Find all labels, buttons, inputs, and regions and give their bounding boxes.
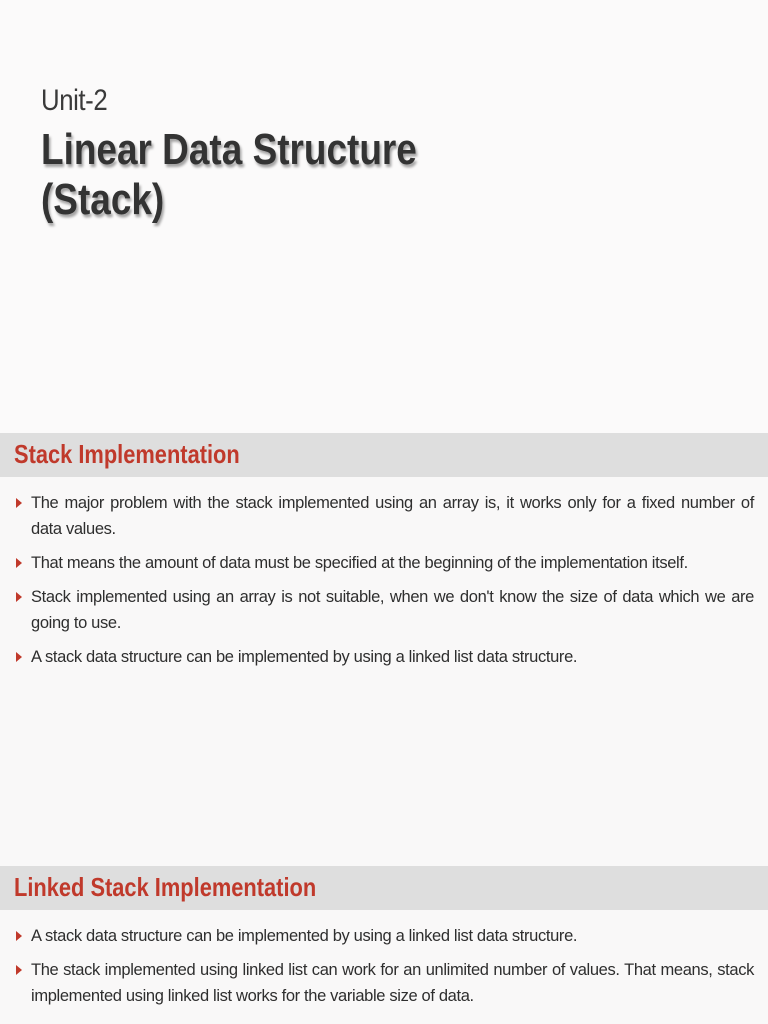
- bullet-arrow-icon: [16, 965, 22, 975]
- list-item: [14, 490, 754, 542]
- list-item: [14, 957, 754, 1009]
- list-item-text: A stack data structure can be implemented by using a linked list data structure.: [31, 927, 578, 945]
- list-item: [14, 584, 754, 636]
- list-item: [14, 644, 754, 670]
- list-item-text: That means the amount of data must be specified at the beginning of the implementation itself.: [31, 554, 688, 572]
- list-item-text: A stack data structure can be implemented by using a linked list data structure.: [31, 648, 578, 666]
- section-heading: Linked Stack Implementation: [14, 872, 317, 902]
- bullet-list-stack-implementation: [14, 490, 754, 678]
- list-item-text: The stack implemented using linked list can work for an unlimited number of values. That means, stack implemented using linked list works for the variable size of data.: [31, 961, 754, 1005]
- bullet-arrow-icon: [16, 558, 22, 568]
- bullet-arrow-icon: [16, 931, 22, 941]
- bullet-arrow-icon: [16, 498, 22, 508]
- list-item-text: Stack implemented using an array is not suitable, when we don't know the size of data which we are going to use.: [31, 588, 754, 632]
- bullet-arrow-icon: [16, 652, 22, 662]
- slide-title-line-1: Linear Data Structure: [41, 125, 417, 174]
- section-header-stack-implementation: [0, 433, 768, 477]
- list-item-text: The major problem with the stack implemented using an array is, it works only for a fixed number of data values.: [31, 494, 754, 538]
- list-item: [14, 923, 754, 949]
- section-heading: Stack Implementation: [14, 439, 240, 469]
- unit-label: Unit-2: [41, 84, 108, 117]
- list-item: [14, 550, 754, 576]
- title-slide: [0, 0, 768, 433]
- bullet-list-linked-stack-implementation: [14, 923, 754, 1017]
- slide-title: [41, 125, 417, 225]
- section-header-linked-stack-implementation: [0, 866, 768, 910]
- bullet-arrow-icon: [16, 592, 22, 602]
- slide-title-line-2: (Stack): [41, 175, 165, 224]
